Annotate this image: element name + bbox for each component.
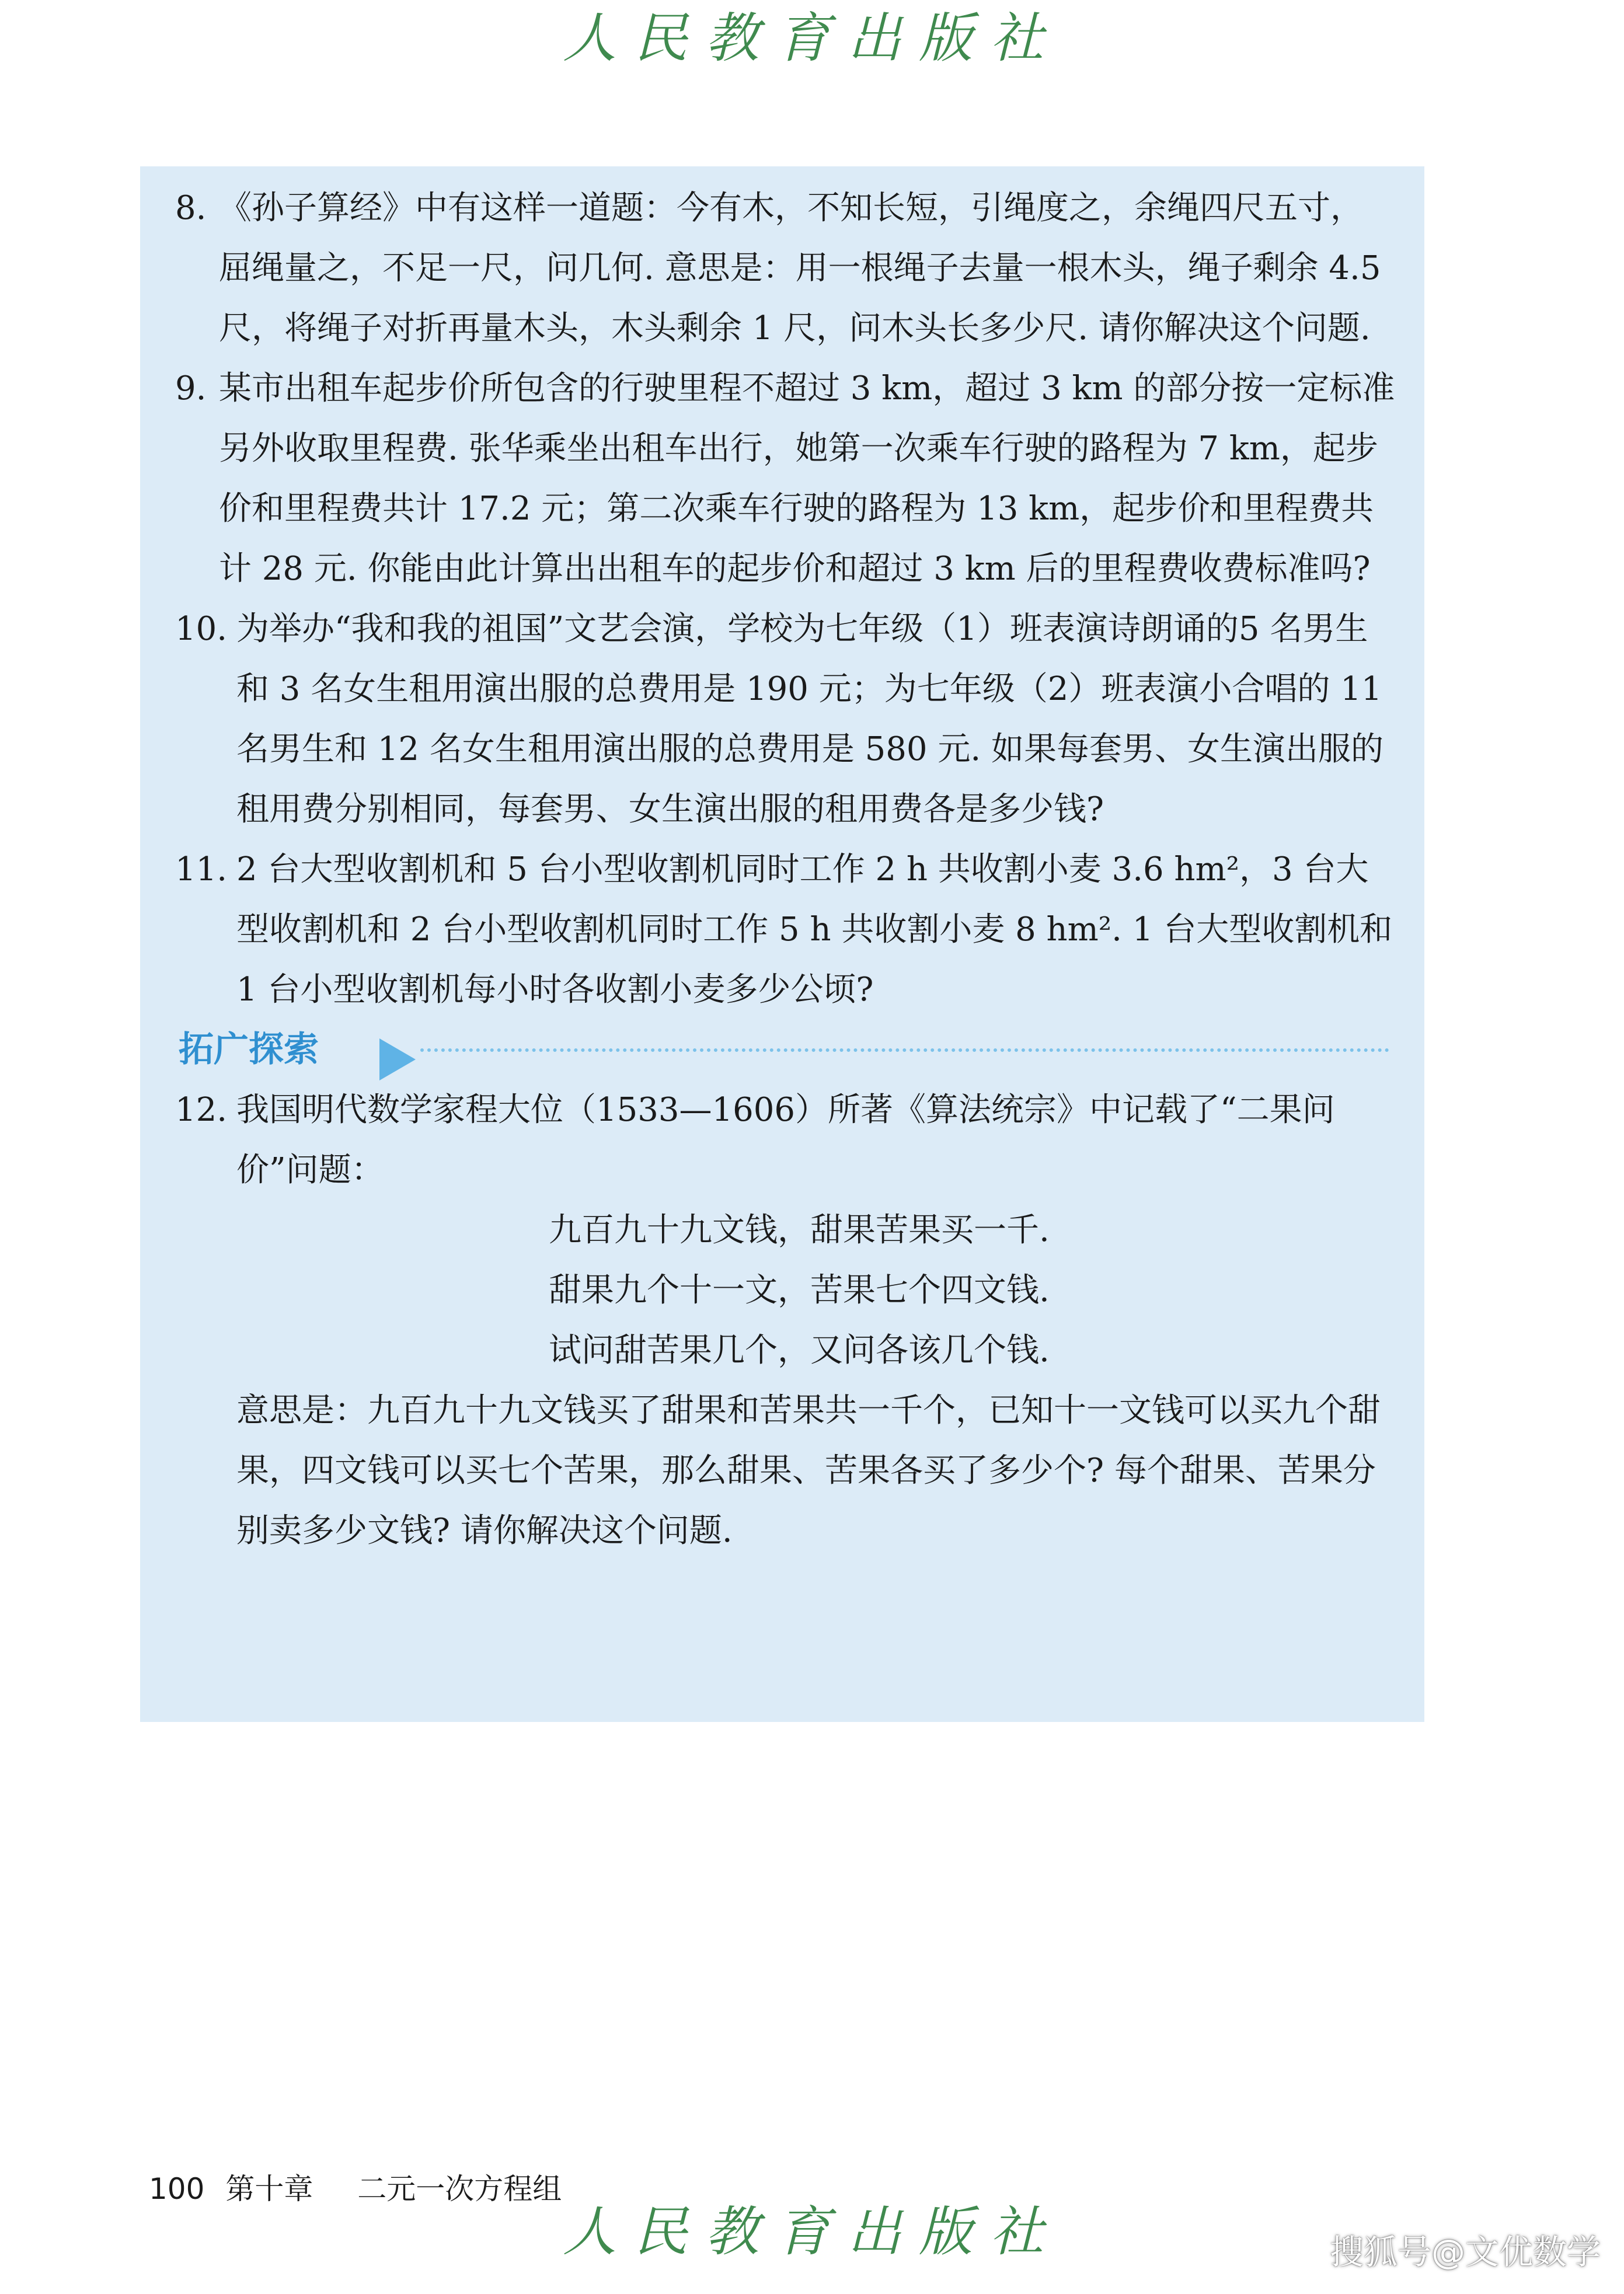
problem-number: 11. <box>175 850 228 888</box>
problem-number: 10. <box>175 610 228 648</box>
problem-8 <box>175 178 1395 358</box>
problem-text: 2 台大型收割机和 5 台小型收割机同时工作 2 h 共收割小麦 3.6 hm²，3 台大型收割机和 2 台小型收割机同时工作 5 h 共收割小麦 8 hm². 1 台大型收割机和 1 台小型收割机每小时各收割小麦多少公顷? <box>236 850 1393 1009</box>
chapter-label: 第十章 <box>225 2172 313 2206</box>
problem-text: 我国明代数学家程大位（1533—1606）所著《算法统宗》中记载了“二果问价”问题： <box>236 1091 1335 1189</box>
problem-number: 9. <box>175 369 207 407</box>
triangle-arrow-icon <box>379 1038 416 1080</box>
problem-10 <box>175 599 1395 839</box>
chapter-title: 二元一次方程组 <box>357 2172 562 2206</box>
problem-9 <box>175 358 1395 599</box>
exercise-content <box>175 178 1395 1561</box>
page-number: 100 <box>149 2172 205 2206</box>
problem-text: 《孙子算经》中有这样一道题：今有木，不知长短，引绳度之，余绳四尺五寸，屈绳量之，不足一尺，问几何. 意思是：用一根绳子去量一根木头，绳子剩余 4.5 尺，将绳子对折再量木头，木头剩余 1 尺，问木头长多少尺. 请你解决这个问题. <box>219 189 1381 347</box>
publisher-logo-top: 人民教育出版社 <box>562 7 1061 69</box>
problem-number: 12. <box>175 1091 228 1129</box>
section-title: 拓广探索 <box>179 1029 319 1070</box>
problem-number: 8. <box>175 189 207 227</box>
publisher-logo-bottom: 人民教育出版社 <box>562 2201 1061 2263</box>
poem-line: 九百九十九文钱，甜果苦果买一千. <box>549 1211 1050 1249</box>
problem-12-meaning: 意思是：九百九十九文钱买了甜果和苦果共一千个，已知十一文钱可以买九个甜果，四文钱可以买七个苦果，那么甜果、苦果各买了多少个? 每个甜果、苦果分别卖多少文钱? 请你解决这个问题. <box>236 1392 1381 1550</box>
poem-line: 甜果九个十一文，苦果七个四文钱. <box>549 1271 1050 1309</box>
problem-text: 某市出租车起步价所包含的行驶里程不超过 3 km，超过 3 km 的部分按一定标准另外收取里程费. 张华乘坐出租车出行，她第一次乘车行驶的路程为 7 km，起步价和里程费共计 17.2 元；第二次乘车行驶的路程为 13 km，起步价和里程费共计 28 元. 你能由此计算出出租车的起步价和超过 3 km 后的里程费收费标准吗? <box>219 369 1395 588</box>
problem-text: 为举办“我和我的祖国”文艺会演，学校为七年级（1）班表演诗朗诵的5 名男生和 3 名女生租用演出服的总费用是 190 元；为七年级（2）班表演小合唱的 11 名男生和 12 名女生租用演出服的总费用是 580 元. 如果每套男、女生演出服的租用费分别相同，每套男、女生演出服的租用费各是多少钱? <box>236 610 1383 828</box>
problem-11 <box>175 839 1395 1020</box>
poem-line: 试问甜苦果几个，又问各该几个钱. <box>549 1331 1050 1369</box>
problem-12 <box>175 1080 1395 1200</box>
watermark: 搜狐号@文优数学 <box>1329 2232 1601 2272</box>
dotted-divider <box>420 1048 1389 1052</box>
section-header-extension <box>175 1020 1395 1080</box>
poem-block <box>175 1200 1395 1380</box>
page-footer <box>149 2169 562 2209</box>
